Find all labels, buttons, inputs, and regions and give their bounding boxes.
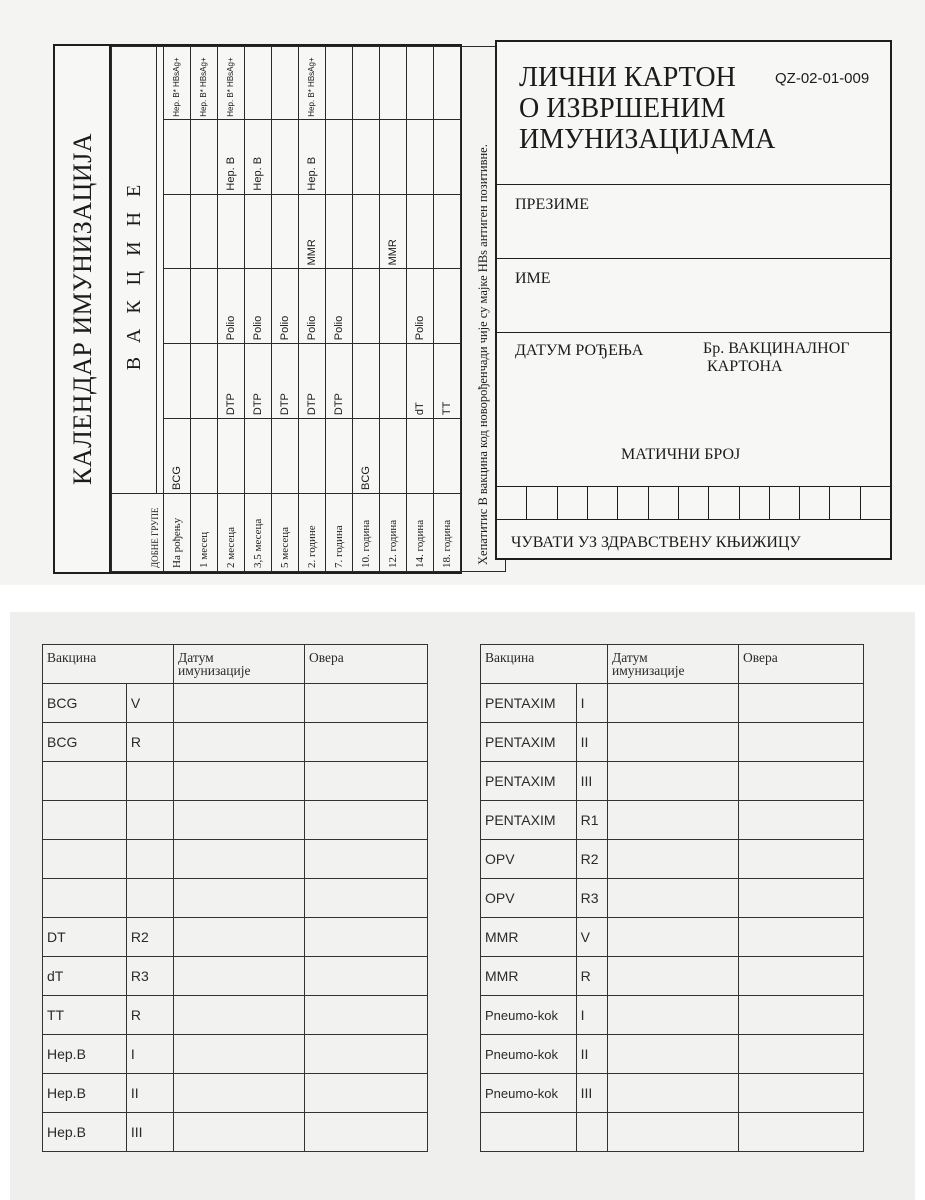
calendar-age-cell: 5 месеца: [272, 493, 299, 571]
record-row: [43, 801, 428, 840]
card-number-label-line-2: КАРТОНА: [707, 358, 783, 375]
card-title: [519, 62, 775, 155]
vaccine-name-cell: TT: [43, 996, 127, 1035]
calendar-vaccine-cell: Polio: [407, 269, 434, 344]
name-label: ИМЕ: [515, 270, 551, 287]
hepatitis-footnote: Хепатитис В вакцина код новорођенчади чије су мајке HBs антиген позитивне.: [461, 47, 506, 572]
immunization-date-cell[interactable]: [608, 1113, 739, 1152]
vaccine-name-cell: Hep.B: [43, 1113, 127, 1152]
calendar-vaccine-cell: Polio: [272, 269, 299, 344]
keep-with-health-booklet-note: ЧУВАТИ УЗ ЗДРАВСТВЕНУ КЊИЖИЦУ: [511, 534, 801, 551]
vaccine-column-header: Вакцина: [481, 645, 608, 684]
verification-cell[interactable]: [739, 762, 864, 801]
calendar-vaccine-cell: [353, 47, 380, 120]
calendar-vaccine-cell: [380, 119, 407, 194]
verification-cell[interactable]: [305, 801, 428, 840]
id-digit-box[interactable]: [740, 487, 770, 519]
divider: [497, 184, 890, 185]
calendar-title: КАЛЕНДАР ИМУНИЗАЦИЈА: [55, 46, 111, 572]
calendar-age-cell: На рођењу: [164, 493, 191, 571]
card-number-label: [703, 340, 850, 376]
calendar-vaccine-cell: DTP: [245, 344, 272, 419]
dose-cell: R2: [576, 840, 607, 879]
verification-cell[interactable]: [305, 840, 428, 879]
dose-cell: V: [576, 918, 607, 957]
vaccine-name-cell: BCG: [43, 684, 127, 723]
dose-cell: [576, 1113, 607, 1152]
id-digit-box[interactable]: [558, 487, 588, 519]
record-row: [481, 996, 864, 1035]
verification-cell[interactable]: [305, 1035, 428, 1074]
calendar-row: [434, 47, 461, 572]
calendar-row: [407, 47, 434, 572]
calendar-vaccine-cell: BCG: [164, 419, 191, 494]
divider: [497, 258, 890, 259]
record-row: [43, 957, 428, 996]
dose-cell: R3: [576, 879, 607, 918]
calendar-vaccine-cell: [407, 119, 434, 194]
vaccine-name-cell: [481, 1113, 577, 1152]
verification-cell[interactable]: [305, 996, 428, 1035]
calendar-age-cell: 12. година: [380, 493, 407, 571]
id-digit-box[interactable]: [800, 487, 830, 519]
id-digit-box[interactable]: [649, 487, 679, 519]
calendar-vaccine-cell: [434, 269, 461, 344]
immunization-date-cell[interactable]: [174, 801, 305, 840]
immunization-date-cell[interactable]: [608, 1074, 739, 1113]
dose-cell: II: [576, 723, 607, 762]
verification-cell[interactable]: [305, 762, 428, 801]
immunization-date-cell[interactable]: [608, 840, 739, 879]
vaccine-name-cell: [43, 762, 127, 801]
record-row: [481, 723, 864, 762]
calendar-vaccine-cell: [218, 194, 245, 269]
record-row: [43, 1113, 428, 1152]
record-row: [481, 840, 864, 879]
verification-cell[interactable]: [739, 996, 864, 1035]
record-row: [43, 762, 428, 801]
form-code: QZ-02-01-009: [775, 70, 870, 87]
calendar-vaccine-cell: [434, 194, 461, 269]
calendar-vaccine-cell: Hep. B* HBsAg+: [299, 47, 326, 120]
card-title-line-1: ЛИЧНИ КАРТОН: [519, 62, 736, 93]
calendar-vaccine-cell: [191, 419, 218, 494]
date-of-birth-label: ДАТУМ РОЂЕЊА: [515, 342, 644, 359]
record-row: [481, 1035, 864, 1074]
dose-cell: [126, 840, 173, 879]
calendar-vaccine-cell: [164, 119, 191, 194]
id-digit-box[interactable]: [770, 487, 800, 519]
verification-cell[interactable]: [739, 840, 864, 879]
verification-cell[interactable]: [739, 879, 864, 918]
dose-cell: III: [576, 762, 607, 801]
calendar-row: [326, 47, 353, 572]
verification-cell[interactable]: [739, 723, 864, 762]
calendar-vaccine-cell: [434, 119, 461, 194]
verification-cell[interactable]: [739, 1113, 864, 1152]
calendar-vaccine-cell: [191, 344, 218, 419]
dose-cell: [126, 879, 173, 918]
calendar-age-cell: 2 месеца: [218, 493, 245, 571]
vaccine-name-cell: Pneumo-kok: [481, 1074, 577, 1113]
calendar-row: [380, 47, 407, 572]
dose-cell: [126, 801, 173, 840]
dose-cell: V: [126, 684, 173, 723]
vaccine-name-cell: Pneumo-kok: [481, 996, 577, 1035]
immunization-date-cell[interactable]: [174, 879, 305, 918]
calendar-vaccine-cell: TT: [434, 344, 461, 419]
dose-cell: R3: [126, 957, 173, 996]
verification-column-header: Овера: [305, 645, 428, 684]
personal-id-number-label: МАТИЧНИ БРОЈ: [621, 446, 741, 463]
immunization-date-cell[interactable]: [608, 1035, 739, 1074]
calendar-vaccine-cell: [407, 419, 434, 494]
verification-cell[interactable]: [305, 684, 428, 723]
date-header-line-1: Датум: [178, 650, 214, 665]
card-title-line-3: ИМУНИЗАЦИЈАМА: [519, 124, 776, 155]
record-row: [481, 684, 864, 723]
immunization-date-cell[interactable]: [174, 1074, 305, 1113]
calendar-vaccine-cell: [380, 47, 407, 120]
record-row: [43, 996, 428, 1035]
date-header-line-1: Датум: [612, 650, 648, 665]
calendar-vaccine-cell: [326, 419, 353, 494]
vaccine-name-cell: OPV: [481, 840, 577, 879]
immunization-date-cell[interactable]: [174, 723, 305, 762]
calendar-vaccine-cell: Hep. B: [245, 119, 272, 194]
calendar-table: [111, 46, 506, 572]
record-row: [481, 801, 864, 840]
vaccine-name-cell: dT: [43, 957, 127, 996]
record-row: [481, 918, 864, 957]
vaccine-name-cell: OPV: [481, 879, 577, 918]
verification-cell[interactable]: [739, 957, 864, 996]
immunization-date-cell[interactable]: [174, 762, 305, 801]
dose-cell: [126, 762, 173, 801]
calendar-vaccine-cell: Polio: [326, 269, 353, 344]
calendar-vaccine-cell: Polio: [299, 269, 326, 344]
verification-cell[interactable]: [305, 1113, 428, 1152]
id-digit-box[interactable]: [830, 487, 860, 519]
dose-cell: I: [126, 1035, 173, 1074]
calendar-vaccine-cell: DTP: [299, 344, 326, 419]
calendar-vaccine-cell: [353, 194, 380, 269]
calendar-vaccine-cell: [380, 419, 407, 494]
immunization-date-cell[interactable]: [608, 996, 739, 1035]
calendar-vaccine-cell: [272, 119, 299, 194]
calendar-vaccine-cell: [272, 194, 299, 269]
immunization-date-cell[interactable]: [608, 879, 739, 918]
calendar-vaccine-cell: [380, 344, 407, 419]
dose-cell: II: [576, 1035, 607, 1074]
calendar-vaccine-cell: [434, 47, 461, 120]
immunization-calendar: [53, 44, 490, 574]
vaccine-name-cell: Hep.B: [43, 1035, 127, 1074]
calendar-row: [164, 47, 191, 572]
verification-cell[interactable]: [305, 957, 428, 996]
immunization-date-cell[interactable]: [608, 684, 739, 723]
vaccine-record-table-right: [480, 644, 864, 1152]
calendar-vaccine-cell: [407, 194, 434, 269]
personal-id-number-boxes[interactable]: [497, 486, 890, 520]
dose-cell: R: [126, 723, 173, 762]
calendar-vaccine-cell: Hep. B* HBsAg+: [164, 47, 191, 120]
vaccine-name-cell: Pneumo-kok: [481, 1035, 577, 1074]
record-row: [43, 879, 428, 918]
calendar-vaccine-cell: [434, 419, 461, 494]
dose-cell: III: [576, 1074, 607, 1113]
calendar-vaccine-cell: [272, 47, 299, 120]
calendar-vaccine-cell: [245, 194, 272, 269]
vaccine-name-cell: PENTAXIM: [481, 684, 577, 723]
record-row: [481, 762, 864, 801]
calendar-age-cell: 2. године: [299, 493, 326, 571]
calendar-vaccine-cell: [191, 269, 218, 344]
verification-cell[interactable]: [739, 1074, 864, 1113]
calendar-vaccine-cell: DTP: [272, 344, 299, 419]
record-row: [43, 1074, 428, 1113]
immunization-date-cell[interactable]: [174, 1113, 305, 1152]
record-row: [481, 1113, 864, 1152]
calendar-vaccine-cell: DTP: [218, 344, 245, 419]
immunization-date-cell[interactable]: [174, 918, 305, 957]
vaccine-name-cell: [43, 840, 127, 879]
vaccine-name-cell: BCG: [43, 723, 127, 762]
immunization-date-cell[interactable]: [174, 957, 305, 996]
immunization-date-cell[interactable]: [608, 957, 739, 996]
dose-cell: I: [576, 684, 607, 723]
dose-cell: II: [126, 1074, 173, 1113]
calendar-vaccine-cell: [245, 47, 272, 120]
verification-cell[interactable]: [739, 684, 864, 723]
record-row: [481, 879, 864, 918]
calendar-age-cell: 10. година: [353, 493, 380, 571]
vaccine-record-table-left: [42, 644, 428, 1152]
age-group-header: ДОБНЕ ГРУПЕ: [112, 493, 164, 571]
verification-cell[interactable]: [305, 879, 428, 918]
vaccine-name-cell: [43, 801, 127, 840]
calendar-vaccine-cell: [191, 119, 218, 194]
calendar-vaccine-cell: Hep. B: [299, 119, 326, 194]
calendar-vaccine-cell: MMR: [380, 194, 407, 269]
calendar-vaccine-cell: [164, 344, 191, 419]
surname-label: ПРЕЗИМЕ: [515, 196, 589, 213]
calendar-vaccine-cell: [191, 194, 218, 269]
calendar-vaccine-cell: MMR: [299, 194, 326, 269]
calendar-age-cell: 14. година: [407, 493, 434, 571]
immunization-date-cell[interactable]: [174, 996, 305, 1035]
id-digit-box[interactable]: [618, 487, 648, 519]
calendar-vaccine-cell: [164, 269, 191, 344]
calendar-vaccine-cell: Polio: [218, 269, 245, 344]
dose-cell: R: [126, 996, 173, 1035]
record-row: [481, 957, 864, 996]
vaccine-name-cell: PENTAXIM: [481, 801, 577, 840]
calendar-vaccine-cell: [326, 119, 353, 194]
verification-cell[interactable]: [305, 918, 428, 957]
date-column-header: [608, 645, 739, 684]
verification-column-header: Овера: [739, 645, 864, 684]
record-row: [43, 918, 428, 957]
dose-cell: R2: [126, 918, 173, 957]
verification-cell[interactable]: [739, 1035, 864, 1074]
calendar-vaccine-cell: Hep. B* HBsAg+: [191, 47, 218, 120]
id-digit-box[interactable]: [588, 487, 618, 519]
calendar-vaccine-cell: [326, 47, 353, 120]
calendar-vaccine-cell: [353, 344, 380, 419]
calendar-vaccine-cell: DTP: [326, 344, 353, 419]
calendar-vaccine-cell: BCG: [353, 419, 380, 494]
calendar-vaccine-cell: [299, 419, 326, 494]
calendar-row: [272, 47, 299, 572]
immunization-date-cell[interactable]: [608, 918, 739, 957]
vaccine-name-cell: MMR: [481, 957, 577, 996]
immunization-date-cell[interactable]: [608, 801, 739, 840]
vaccine-name-cell: MMR: [481, 918, 577, 957]
id-digit-box[interactable]: [709, 487, 739, 519]
calendar-vaccine-cell: [272, 419, 299, 494]
calendar-vaccine-cell: [218, 419, 245, 494]
calendar-vaccine-cell: Polio: [245, 269, 272, 344]
calendar-vaccine-cell: [407, 47, 434, 120]
record-row: [43, 684, 428, 723]
vaccine-name-cell: PENTAXIM: [481, 723, 577, 762]
calendar-vaccine-cell: [164, 194, 191, 269]
vaccine-name-cell: Hep.B: [43, 1074, 127, 1113]
date-column-header: [174, 645, 305, 684]
calendar-age-cell: 7. година: [326, 493, 353, 571]
dose-cell: III: [126, 1113, 173, 1152]
dose-cell: R1: [576, 801, 607, 840]
id-digit-box[interactable]: [527, 487, 557, 519]
calendar-vaccine-cell: [326, 194, 353, 269]
verification-cell[interactable]: [739, 801, 864, 840]
vaccines-header: ВАКЦИНЕ: [112, 47, 157, 494]
calendar-vaccine-cell: [380, 269, 407, 344]
calendar-vaccine-cell: [353, 269, 380, 344]
vaccine-name-cell: [43, 879, 127, 918]
record-row: [43, 723, 428, 762]
calendar-vaccine-cell: dT: [407, 344, 434, 419]
card-title-line-2: О ИЗВРШЕНИМ: [519, 93, 726, 124]
calendar-row: [218, 47, 245, 572]
calendar-row: [191, 47, 218, 572]
calendar-age-cell: 3,5 месеца: [245, 493, 272, 571]
immunization-date-cell[interactable]: [174, 840, 305, 879]
immunization-date-cell[interactable]: [608, 723, 739, 762]
date-header-line-2: имунизације: [612, 663, 685, 678]
calendar-vaccine-cell: Hep. B: [218, 119, 245, 194]
immunization-id-card: [495, 40, 892, 560]
verification-cell[interactable]: [305, 723, 428, 762]
immunization-date-cell[interactable]: [174, 684, 305, 723]
calendar-row: [245, 47, 272, 572]
vaccine-column-header: Вакцина: [43, 645, 174, 684]
calendar-vaccine-cell: [245, 419, 272, 494]
calendar-age-cell: 18. година: [434, 493, 461, 571]
calendar-vaccine-cell: [353, 119, 380, 194]
verification-cell[interactable]: [305, 1074, 428, 1113]
calendar-row: [353, 47, 380, 572]
id-digit-box[interactable]: [679, 487, 709, 519]
vaccine-name-cell: DT: [43, 918, 127, 957]
dose-cell: R: [576, 957, 607, 996]
vaccine-name-cell: PENTAXIM: [481, 762, 577, 801]
divider: [497, 332, 890, 333]
record-row: [481, 1074, 864, 1113]
record-row: [43, 1035, 428, 1074]
immunization-date-cell[interactable]: [608, 762, 739, 801]
date-header-line-2: имунизације: [178, 663, 251, 678]
immunization-date-cell[interactable]: [174, 1035, 305, 1074]
calendar-row: [299, 47, 326, 572]
verification-cell[interactable]: [739, 918, 864, 957]
id-digit-box[interactable]: [497, 487, 527, 519]
calendar-age-cell: 1 месец: [191, 493, 218, 571]
card-number-label-line-1: Бр. ВАКЦИНАЛНОГ: [703, 340, 850, 357]
calendar-vaccine-cell: Hep. B* HBsAg+: [218, 47, 245, 120]
record-row: [43, 840, 428, 879]
dose-cell: I: [576, 996, 607, 1035]
id-digit-box[interactable]: [861, 487, 890, 519]
